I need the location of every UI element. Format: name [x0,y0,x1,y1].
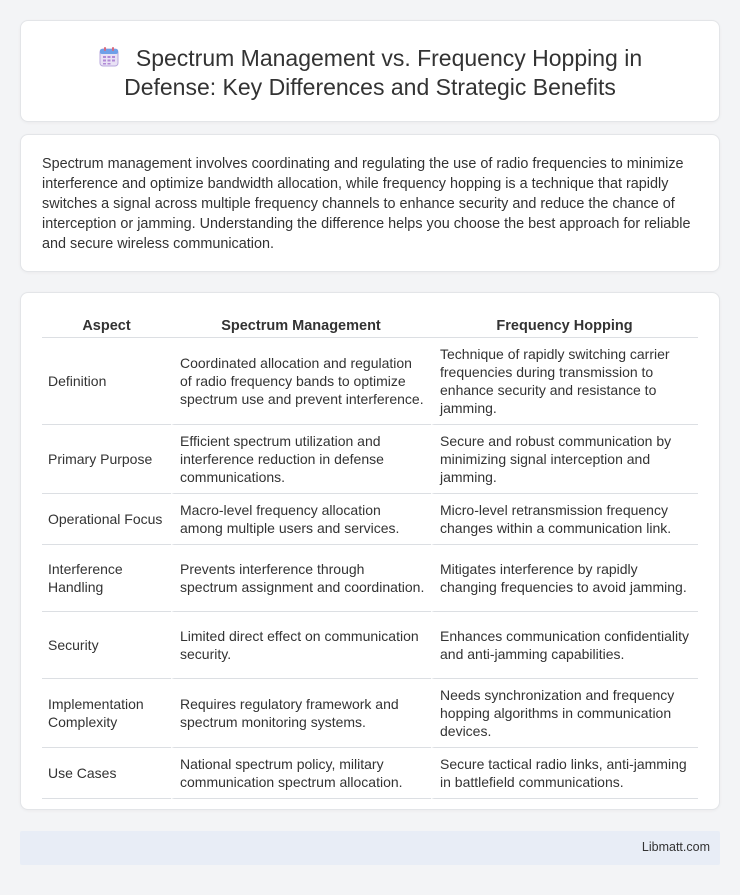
row-frequency-hopping: Technique of rapidly switching carrier frequencies during transmission to enhance security and resistance to jamming. [431,338,698,425]
row-frequency-hopping: Needs synchronization and frequency hopping algorithms in communication devices. [431,679,698,748]
table-row [42,748,698,799]
row-aspect: Definition [42,338,171,425]
table-row [42,612,698,679]
comparison-card [20,292,720,810]
header-spectrum-management: Spectrum Management [171,316,431,338]
row-frequency-hopping: Micro-level retransmission frequency changes within a communication link. [431,494,698,545]
row-spectrum-management: Macro-level frequency allocation among multiple users and services. [171,494,431,545]
row-frequency-hopping: Secure tactical radio links, anti-jamming in battlefield communications. [431,748,698,799]
row-spectrum-management: Limited direct effect on communication security. [171,612,431,679]
page-title: Spectrum Management vs. Frequency Hopping in Defense: Key Differences and Strategic Benefits [124,45,643,100]
row-spectrum-management: Prevents interference through spectrum assignment and coordination. [171,545,431,612]
row-frequency-hopping: Enhances communication confidentiality and anti-jamming capabilities. [431,612,698,679]
row-aspect: Primary Purpose [42,425,171,494]
table-header-row [42,316,698,338]
footer-brand-link[interactable]: Libmatt.com [641,840,710,854]
row-spectrum-management: Requires regulatory framework and spectrum monitoring systems. [171,679,431,748]
intro-card [20,134,720,272]
row-frequency-hopping: Mitigates interference by rapidly changing frequencies to avoid jamming. [431,545,698,612]
page-title-container [21,44,719,102]
header-aspect: Aspect [42,316,171,338]
table-row [42,545,698,612]
row-aspect: Implementation Complexity [42,679,171,748]
row-spectrum-management: Coordinated allocation and regulation of radio frequency bands to optimize spectrum use and prevent interference. [171,338,431,425]
footer-bar [20,831,720,865]
table-row [42,494,698,545]
row-aspect: Interference Handling [42,545,171,612]
table-row [42,338,698,425]
calendar-icon [98,46,120,68]
row-spectrum-management: Efficient spectrum utilization and interference reduction in defense communications. [171,425,431,494]
title-card [20,20,720,122]
comparison-table [42,316,698,799]
table-row [42,425,698,494]
row-spectrum-management: National spectrum policy, military communication spectrum allocation. [171,748,431,799]
row-aspect: Use Cases [42,748,171,799]
row-aspect: Operational Focus [42,494,171,545]
header-frequency-hopping: Frequency Hopping [431,316,698,338]
intro-paragraph: Spectrum management involves coordinating and regulating the use of radio frequencies to minimize interference and optimize bandwidth allocation, while frequency hopping is a technique that rapidly switches a signal across multiple frequency channels to enhance security and reduce the chance of interception or jamming. Understanding the difference helps you choose the best approach for reliable and secure wireless communication. [42,156,691,252]
table-row [42,679,698,748]
row-frequency-hopping: Secure and robust communication by minimizing signal interception and jamming. [431,425,698,494]
row-aspect: Security [42,612,171,679]
